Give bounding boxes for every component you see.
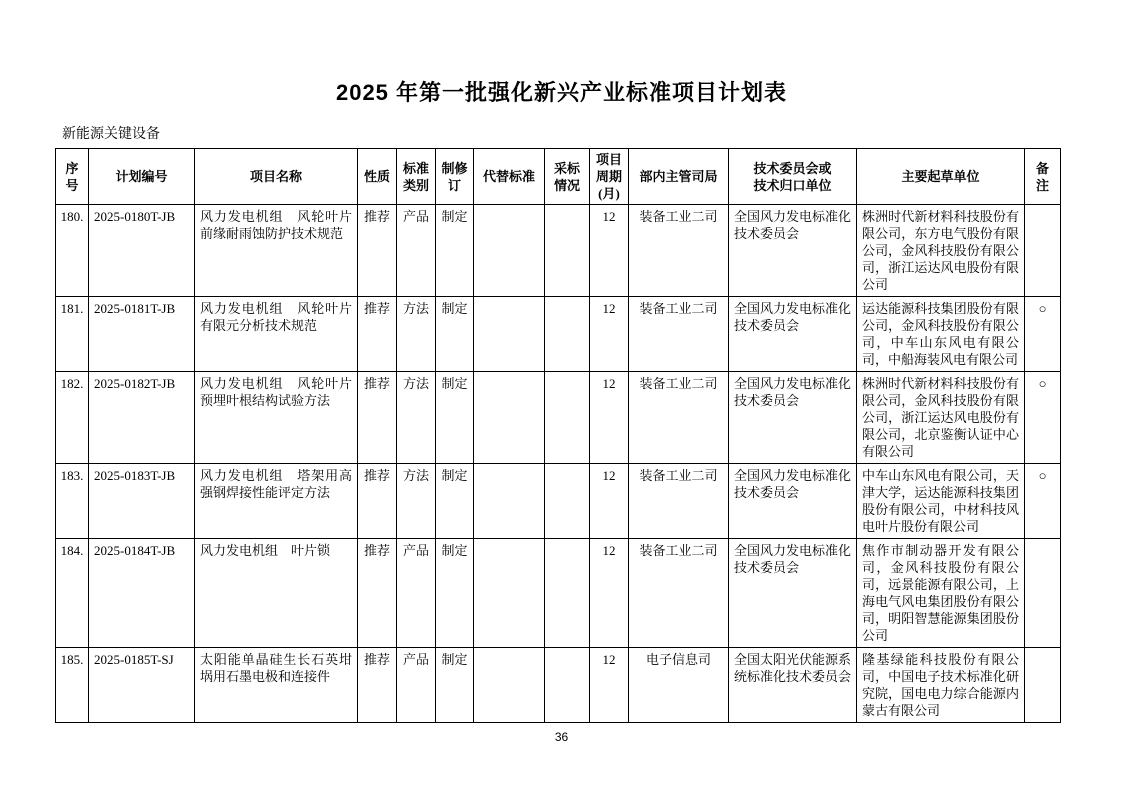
- cell-category: 产品: [397, 539, 436, 648]
- cell-remark: ○: [1025, 297, 1061, 372]
- header-remark-line1: 备: [1035, 160, 1049, 176]
- cell-project-name: 风力发电机组 风轮叶片有限元分析技术规范: [195, 297, 358, 372]
- header-replaced: 代替标准: [474, 149, 545, 205]
- cell-remark: [1025, 539, 1061, 648]
- table-row: [56, 372, 1061, 464]
- header-category: [397, 149, 436, 205]
- cell-cycle: 12: [590, 297, 629, 372]
- cell-revision: 制定: [436, 539, 474, 648]
- cell-plan-no: 2025-0180T-JB: [89, 205, 195, 297]
- header-cycle-line1: 项目: [595, 152, 622, 167]
- cell-cycle: 12: [590, 539, 629, 648]
- cell-revision: 制定: [436, 464, 474, 539]
- header-cycle-line3: (月): [598, 186, 620, 201]
- header-cycle: [590, 149, 629, 205]
- cell-revision: 制定: [436, 297, 474, 372]
- standards-plan-table: [55, 148, 1061, 723]
- cell-revision: 制定: [436, 372, 474, 464]
- header-seq: [56, 149, 89, 205]
- cell-revision: 制定: [436, 648, 474, 723]
- cell-nature: 推荐: [358, 205, 397, 297]
- cell-adoption: [545, 205, 590, 297]
- header-seq-line1: 序: [65, 160, 79, 176]
- cell-seq: 181.: [56, 297, 89, 372]
- header-adoption-line1: 采标: [553, 160, 580, 176]
- cell-drafters: 隆基绿能科技股份有限公司，中国电子技术标准化研究院，国电电力综合能源内蒙古有限公司: [857, 648, 1025, 723]
- table-row: [56, 297, 1061, 372]
- cell-project-name: 风力发电机组 塔架用高强钢焊接性能评定方法: [195, 464, 358, 539]
- cell-plan-no: 2025-0184T-JB: [89, 539, 195, 648]
- cell-department: 装备工业二司: [629, 297, 729, 372]
- cell-cycle: 12: [590, 205, 629, 297]
- cell-committee: 全国风力发电标准化技术委员会: [729, 539, 857, 648]
- cell-cycle: 12: [590, 464, 629, 539]
- cell-project-name: 风力发电机组 风轮叶片前缘耐雨蚀防护技术规范: [195, 205, 358, 297]
- table-row: [56, 205, 1061, 297]
- cell-department: 电子信息司: [629, 648, 729, 723]
- header-category-line2: 类别: [402, 177, 429, 193]
- cell-department: 装备工业二司: [629, 372, 729, 464]
- header-adoption: [545, 149, 590, 205]
- header-category-line1: 标准: [402, 160, 429, 176]
- cell-adoption: [545, 648, 590, 723]
- cell-committee: 全国风力发电标准化技术委员会: [729, 205, 857, 297]
- header-drafters: 主要起草单位: [857, 149, 1025, 205]
- cell-seq: 183.: [56, 464, 89, 539]
- header-committee: [729, 149, 857, 205]
- cell-cycle: 12: [590, 372, 629, 464]
- cell-drafters: 株洲时代新材料科技股份有限公司，东方电气股份有限公司，金风科技股份有限公司，浙江运达风电股份有限公司: [857, 205, 1025, 297]
- cell-adoption: [545, 464, 590, 539]
- cell-drafters: 运达能源科技集团股份有限公司，金风科技股份有限公司，中车山东风电有限公司，中船海装风电有限公司: [857, 297, 1025, 372]
- header-revision: [436, 149, 474, 205]
- cell-adoption: [545, 297, 590, 372]
- cell-adoption: [545, 539, 590, 648]
- cell-remark: ○: [1025, 372, 1061, 464]
- header-remark: [1025, 149, 1061, 205]
- cell-nature: 推荐: [358, 464, 397, 539]
- cell-department: 装备工业二司: [629, 464, 729, 539]
- cell-seq: 182.: [56, 372, 89, 464]
- cell-cycle: 12: [590, 648, 629, 723]
- cell-seq: 185.: [56, 648, 89, 723]
- cell-seq: 184.: [56, 539, 89, 648]
- cell-plan-no: 2025-0185T-SJ: [89, 648, 195, 723]
- cell-adoption: [545, 372, 590, 464]
- cell-remark: [1025, 205, 1061, 297]
- cell-replaced: [474, 372, 545, 464]
- cell-project-name: 风力发电机组 叶片锁: [195, 539, 358, 648]
- cell-department: 装备工业二司: [629, 539, 729, 648]
- header-seq-line2: 号: [65, 177, 79, 193]
- table-row: [56, 648, 1061, 723]
- cell-nature: 推荐: [358, 297, 397, 372]
- cell-category: 方法: [397, 372, 436, 464]
- header-revision-line2: 订: [447, 177, 461, 193]
- cell-remark: [1025, 648, 1061, 723]
- cell-drafters: 焦作市制动器开发有限公司，金风科技股份有限公司，远景能源有限公司，上海电气风电集团股份有限公司，明阳智慧能源集团股份公司: [857, 539, 1025, 648]
- cell-committee: 全国风力发电标准化技术委员会: [729, 464, 857, 539]
- page-title: 2025 年第一批强化新兴产业标准项目计划表: [335, 80, 788, 105]
- cell-committee: 全国风力发电标准化技术委员会: [729, 372, 857, 464]
- cell-plan-no: 2025-0182T-JB: [89, 372, 195, 464]
- header-adoption-line2: 情况: [553, 177, 580, 193]
- cell-project-name: 太阳能单晶硅生长石英坩埚用石墨电极和连接件: [195, 648, 358, 723]
- table-row: [56, 539, 1061, 648]
- cell-nature: 推荐: [358, 539, 397, 648]
- table-header-row: [56, 149, 1061, 205]
- cell-drafters: 株洲时代新材料科技股份有限公司，金风科技股份有限公司，浙江运达风电股份有限公司，北京鉴衡认证中心有限公司: [857, 372, 1025, 464]
- header-cycle-line2: 周期: [595, 169, 622, 184]
- cell-replaced: [474, 539, 545, 648]
- cell-revision: 制定: [436, 205, 474, 297]
- cell-department: 装备工业二司: [629, 205, 729, 297]
- cell-committee: 全国太阳光伏能源系统标准化技术委员会: [729, 648, 857, 723]
- header-remark-line2: 注: [1035, 177, 1049, 193]
- header-committee-line1: 技术委员会或: [753, 160, 832, 176]
- cell-remark: ○: [1025, 464, 1061, 539]
- cell-category: 产品: [397, 205, 436, 297]
- section-label: 新能源关键设备: [62, 127, 160, 142]
- cell-nature: 推荐: [358, 648, 397, 723]
- header-nature: 性质: [358, 149, 397, 205]
- cell-plan-no: 2025-0183T-JB: [89, 464, 195, 539]
- table-row: [56, 464, 1061, 539]
- cell-plan-no: 2025-0181T-JB: [89, 297, 195, 372]
- cell-nature: 推荐: [358, 372, 397, 464]
- header-revision-line1: 制修: [441, 160, 468, 176]
- page-number: 36: [554, 730, 569, 744]
- header-committee-line2: 技术归口单位: [753, 177, 832, 193]
- cell-replaced: [474, 648, 545, 723]
- cell-committee: 全国风力发电标准化技术委员会: [729, 297, 857, 372]
- cell-project-name: 风力发电机组 风轮叶片预埋叶根结构试验方法: [195, 372, 358, 464]
- header-project-name: 项目名称: [195, 149, 358, 205]
- cell-replaced: [474, 297, 545, 372]
- cell-category: 方法: [397, 297, 436, 372]
- cell-category: 方法: [397, 464, 436, 539]
- cell-seq: 180.: [56, 205, 89, 297]
- cell-replaced: [474, 205, 545, 297]
- cell-replaced: [474, 464, 545, 539]
- cell-drafters: 中车山东风电有限公司，天津大学，运达能源科技集团股份有限公司，中材科技风电叶片股份有限公司: [857, 464, 1025, 539]
- header-plan-no: 计划编号: [89, 149, 195, 205]
- header-department: 部内主管司局: [629, 149, 729, 205]
- cell-category: 产品: [397, 648, 436, 723]
